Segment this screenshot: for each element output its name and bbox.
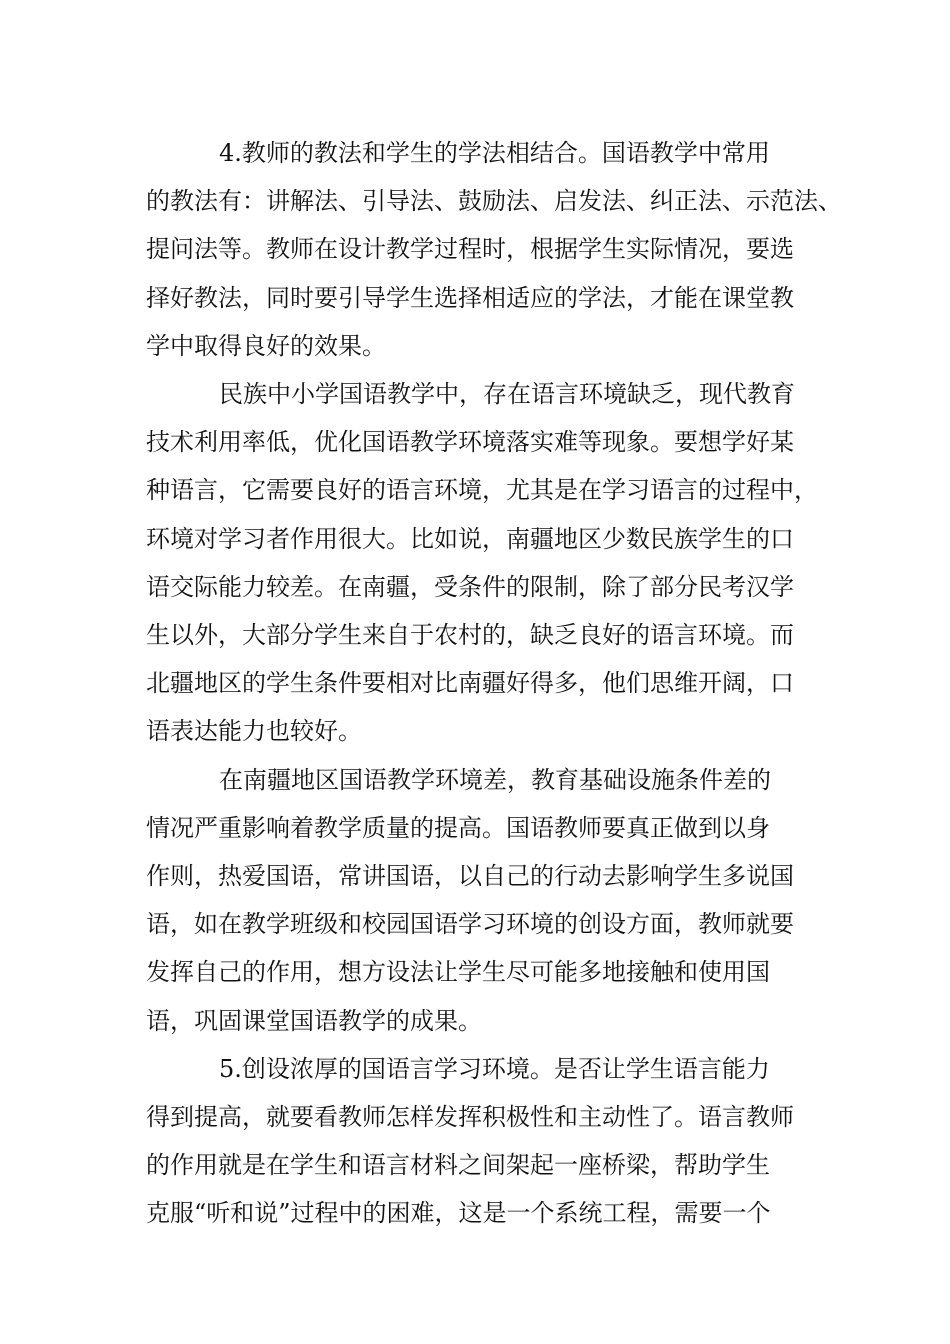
paragraph-line: 的教法有：讲解法、引导法、鼓励法、启发法、纠正法、示范法、 (146, 187, 842, 215)
paragraph-line: 作则，热爱国语，常讲国语，以自己的行动去影响学生多说国 (146, 862, 794, 890)
paragraph-line: 择好教法，同时要引导学生选择相适应的学法，才能在课堂教 (146, 284, 794, 312)
paragraph-line: 北疆地区的学生条件要相对比南疆好得多，他们思维开阔，口 (146, 669, 794, 697)
paragraph-first-line: 民族中小学国语教学中，存在语言环境缺乏，现代教育 (219, 380, 795, 408)
paragraph-line: 语表达能力也较好。 (146, 717, 362, 745)
paragraph-line: 种语言，它需要良好的语言环境，尤其是在学习语言的过程中， (146, 476, 818, 504)
paragraph-line: 语，巩固课堂国语教学的成果。 (146, 1007, 482, 1035)
paragraph-line: 情况严重影响着教学质量的提高。国语教师要真正做到以身 (146, 814, 770, 842)
paragraph-line: 提问法等。教师在设计教学过程时，根据学生实际情况，要选 (146, 235, 794, 263)
paragraph-line: 克服“听和说”过程中的困难，这是一个系统工程，需要一个 (146, 1199, 771, 1227)
paragraph-line: 语，如在教学班级和校园国语学习环境的创设方面，教师就要 (146, 910, 794, 938)
paragraph-line: 生以外，大部分学生来自于农村的，缺乏良好的语言环境。而 (146, 621, 794, 649)
paragraph-line: 发挥自己的作用，想方设法让学生尽可能多地接触和使用国 (146, 958, 770, 986)
paragraph-line: 语交际能力较差。在南疆，受条件的限制，除了部分民考汉学 (146, 573, 794, 601)
paragraph-line: 得到提高，就要看教师怎样发挥积极性和主动性了。语言教师 (146, 1103, 794, 1131)
paragraph-line: 环境对学习者作用很大。比如说，南疆地区少数民族学生的口 (146, 525, 794, 553)
paragraph-first-line: 5.创设浓厚的国语言学习环境。是否让学生语言能力 (219, 1055, 770, 1083)
paragraph-line: 学中取得良好的效果。 (146, 332, 386, 360)
paragraph-first-line: 在南疆地区国语教学环境差，教育基础设施条件差的 (219, 766, 771, 794)
paragraph-line: 技术利用率低，优化国语教学环境落实难等现象。要想学好某 (146, 428, 794, 456)
paragraph-first-line: 4.教师的教法和学生的学法相结合。国语教学中常用 (219, 139, 770, 167)
paragraph-line: 的作用就是在学生和语言材料之间架起一座桥梁，帮助学生 (146, 1151, 770, 1179)
